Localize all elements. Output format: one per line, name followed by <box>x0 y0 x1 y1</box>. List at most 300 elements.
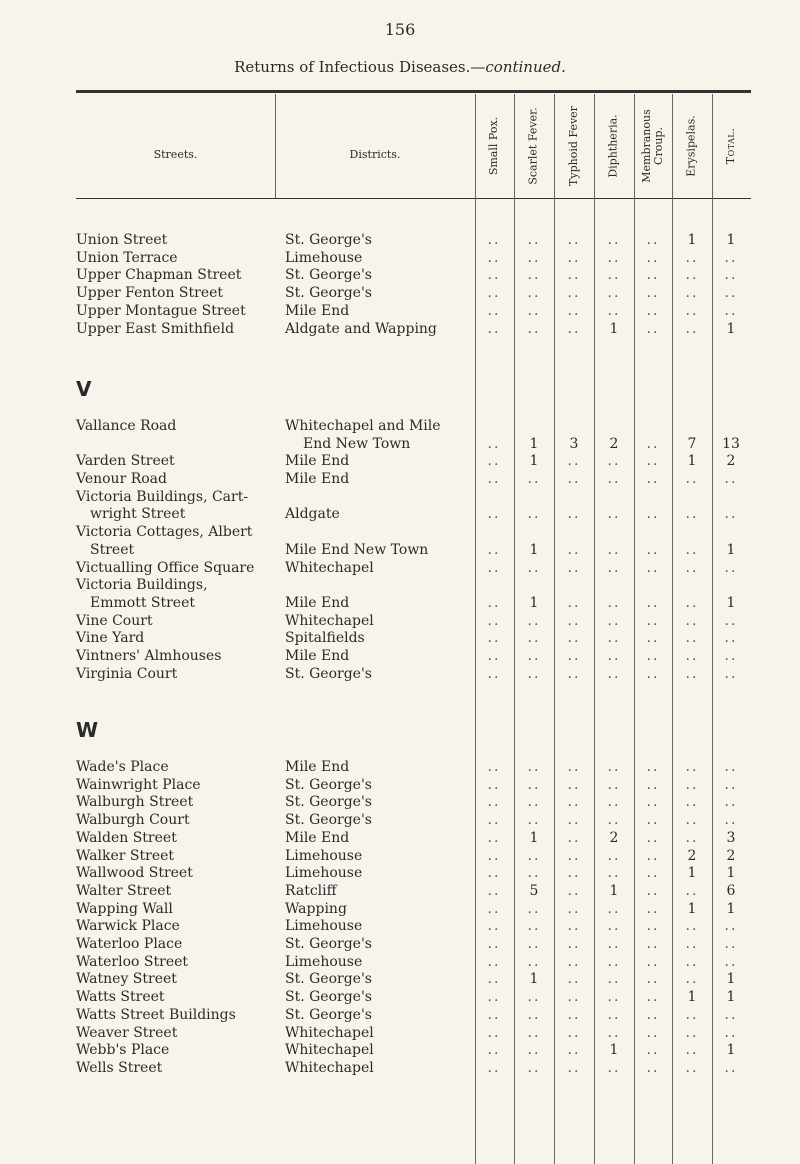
count-cell: .. <box>646 285 660 302</box>
count-cell: .. <box>567 882 581 899</box>
section-label-w: W <box>76 718 99 742</box>
street-name: Walker Street <box>76 847 175 864</box>
count-cell: .. <box>607 953 621 970</box>
street-name: Watts Street Buildings <box>76 1006 236 1023</box>
count-cell: .. <box>487 882 501 899</box>
count-cell: .. <box>685 812 699 829</box>
count-cell: .. <box>487 285 501 302</box>
count-cell: .. <box>567 267 581 284</box>
district-name: St. George's <box>285 936 372 952</box>
count-cell: .. <box>487 453 501 470</box>
district-name: St. George's <box>285 267 372 284</box>
count-cell: .. <box>527 1024 541 1041</box>
count-cell: .. <box>487 776 501 793</box>
count-cell: .. <box>685 936 699 952</box>
count-cell: 1 <box>687 453 697 470</box>
count-cell: .. <box>567 953 581 970</box>
count-cell: .. <box>607 471 621 488</box>
count-cell: .. <box>527 900 541 917</box>
street-name-continued: Emmott Street <box>90 594 196 611</box>
table-row <box>0 560 800 578</box>
street-name: Union Street <box>76 232 168 248</box>
count-cell: .. <box>685 1006 699 1023</box>
district-name-continued: End New Town <box>303 435 411 452</box>
count-cell: 1 <box>529 435 539 452</box>
count-cell: .. <box>487 1059 501 1076</box>
street-name: Wells Street <box>76 1059 163 1076</box>
count-cell: 2 <box>609 435 619 452</box>
district-name: Mile End <box>285 302 350 319</box>
count-cell: .. <box>567 612 581 629</box>
page-number: 156 <box>384 20 416 39</box>
table-row <box>0 954 800 972</box>
table-row <box>0 321 800 339</box>
count-cell: .. <box>685 759 699 775</box>
count-cell: .. <box>487 232 501 248</box>
count-cell: .. <box>607 285 621 302</box>
count-cell: .. <box>527 648 541 665</box>
count-cell: 1 <box>726 232 736 248</box>
count-cell: .. <box>487 506 501 523</box>
street-name-continued: wright Street <box>90 506 186 523</box>
district-name: St. George's <box>285 285 372 302</box>
count-cell: .. <box>646 648 660 665</box>
count-cell: .. <box>567 918 581 935</box>
count-cell: 13 <box>722 435 740 452</box>
page-title <box>0 58 800 76</box>
district-name: Mile End New Town <box>285 541 429 558</box>
count-cell: .. <box>527 794 541 811</box>
count-cell: .. <box>487 1024 501 1041</box>
header-typhoid-fever: Typhoid Fever <box>567 106 581 186</box>
district-name: Mile End <box>285 648 350 665</box>
count-cell: .. <box>646 506 660 523</box>
count-cell: 2 <box>726 453 736 470</box>
street-name: Vallance Road <box>76 418 177 434</box>
table-row <box>0 989 800 1007</box>
count-cell: .. <box>607 232 621 248</box>
count-cell: .. <box>646 665 660 682</box>
count-cell: 5 <box>529 882 539 899</box>
district-name: Aldgate <box>285 506 340 523</box>
street-name: Union Terrace <box>76 249 178 266</box>
count-cell: .. <box>567 900 581 917</box>
count-cell: .. <box>607 665 621 682</box>
count-cell: .. <box>567 648 581 665</box>
table-row <box>0 471 800 489</box>
street-name: Vine Yard <box>76 630 145 647</box>
count-cell: .. <box>685 918 699 935</box>
header-scarlet-fever: Scarlet Fever. <box>527 107 540 185</box>
street-name: Watts Street <box>76 989 165 1006</box>
count-cell: .. <box>646 302 660 319</box>
table-row <box>0 901 800 919</box>
count-cell: .. <box>646 435 660 452</box>
count-cell: .. <box>487 953 501 970</box>
district-name: Mile End <box>285 471 350 488</box>
section-label-v: V <box>76 377 92 401</box>
count-cell: 1 <box>726 900 736 917</box>
count-cell: 1 <box>687 989 697 1006</box>
count-cell: .. <box>527 1059 541 1076</box>
count-cell: .. <box>646 559 660 576</box>
count-cell: 1 <box>726 594 736 611</box>
header-membranous-croup: Membranous Croup. <box>640 109 665 183</box>
header-diphtheria: Diphtheria. <box>607 114 620 178</box>
district-name: St. George's <box>285 989 372 1006</box>
table-row <box>0 250 800 268</box>
district-name: Mile End <box>285 759 350 775</box>
count-cell: .. <box>607 794 621 811</box>
count-cell: .. <box>487 612 501 629</box>
district-name: Mile End <box>285 829 350 846</box>
district-name: Aldgate and Wapping <box>285 320 437 337</box>
count-cell: .. <box>724 1059 738 1076</box>
count-cell: .. <box>527 267 541 284</box>
district-name: Ratcliff <box>285 882 337 899</box>
street-name: Wade's Place <box>76 759 169 775</box>
count-cell: .. <box>527 847 541 864</box>
count-cell: .. <box>487 648 501 665</box>
count-cell: .. <box>527 865 541 882</box>
page-title-suffix: continued. <box>485 58 566 76</box>
table-row <box>0 418 800 453</box>
count-cell: .. <box>724 665 738 682</box>
street-name: Wallwood Street <box>76 865 193 882</box>
count-cell: .. <box>685 541 699 558</box>
count-cell: .. <box>646 267 660 284</box>
count-cell: .. <box>685 249 699 266</box>
street-name: Upper Montague Street <box>76 302 246 319</box>
count-cell: .. <box>487 559 501 576</box>
count-cell: .. <box>685 302 699 319</box>
count-cell: .. <box>487 900 501 917</box>
table-row <box>0 936 800 954</box>
count-cell: .. <box>646 541 660 558</box>
district-name: St. George's <box>285 794 372 811</box>
count-cell: .. <box>724 812 738 829</box>
count-cell: .. <box>685 882 699 899</box>
count-cell: .. <box>724 506 738 523</box>
count-cell: .. <box>527 936 541 952</box>
count-cell: .. <box>567 794 581 811</box>
table-row <box>0 848 800 866</box>
district-name: St. George's <box>285 665 372 682</box>
count-cell: .. <box>724 936 738 952</box>
count-cell: 1 <box>609 320 619 337</box>
count-cell: 1 <box>609 882 619 899</box>
street-name: Upper East Smithfield <box>76 320 235 337</box>
count-cell: .. <box>527 232 541 248</box>
count-cell: .. <box>527 1006 541 1023</box>
count-cell: .. <box>607 865 621 882</box>
count-cell: .. <box>567 1024 581 1041</box>
table-row <box>0 759 800 777</box>
count-cell: .. <box>487 794 501 811</box>
count-cell: .. <box>487 1006 501 1023</box>
count-cell: 1 <box>687 865 697 882</box>
count-cell: .. <box>487 302 501 319</box>
count-cell: .. <box>685 971 699 988</box>
count-cell: .. <box>527 776 541 793</box>
count-cell: 1 <box>726 1042 736 1059</box>
table-row <box>0 1007 800 1025</box>
district-name: St. George's <box>285 812 372 829</box>
count-cell: .. <box>685 665 699 682</box>
count-cell: .. <box>567 847 581 864</box>
count-cell: .. <box>487 918 501 935</box>
count-cell: 1 <box>687 900 697 917</box>
table-row <box>0 232 800 250</box>
count-cell: .. <box>527 1042 541 1059</box>
count-cell: .. <box>685 1042 699 1059</box>
count-cell: .. <box>527 630 541 647</box>
count-cell: .. <box>685 267 699 284</box>
count-cell: .. <box>685 594 699 611</box>
count-cell: .. <box>567 232 581 248</box>
count-cell: .. <box>646 971 660 988</box>
count-cell: .. <box>527 812 541 829</box>
count-cell: .. <box>527 612 541 629</box>
count-cell: .. <box>646 453 660 470</box>
count-cell: 1 <box>529 453 539 470</box>
count-cell: .. <box>607 971 621 988</box>
district-name: Limehouse <box>285 953 363 970</box>
count-cell: .. <box>646 1024 660 1041</box>
count-cell: .. <box>724 559 738 576</box>
table-row <box>0 303 800 321</box>
count-cell: .. <box>487 594 501 611</box>
count-cell: .. <box>567 829 581 846</box>
count-cell: .. <box>567 541 581 558</box>
count-cell: .. <box>607 989 621 1006</box>
count-cell: .. <box>567 759 581 775</box>
count-cell: .. <box>685 320 699 337</box>
count-cell: .. <box>646 865 660 882</box>
count-cell: .. <box>567 320 581 337</box>
table-row <box>0 865 800 883</box>
count-cell: .. <box>646 759 660 775</box>
street-name: Venour Road <box>76 471 167 488</box>
count-cell: .. <box>724 249 738 266</box>
count-cell: .. <box>607 759 621 775</box>
count-cell: .. <box>607 847 621 864</box>
count-cell: .. <box>567 1059 581 1076</box>
count-cell: .. <box>646 630 660 647</box>
count-cell: .. <box>567 1042 581 1059</box>
count-cell: 1 <box>726 320 736 337</box>
count-cell: .. <box>685 648 699 665</box>
count-cell: .. <box>607 648 621 665</box>
count-cell: .. <box>527 759 541 775</box>
count-cell: .. <box>527 302 541 319</box>
header-erysipelas: Erysipelas. <box>685 115 698 177</box>
count-cell: 6 <box>726 882 736 899</box>
count-cell: .. <box>685 612 699 629</box>
street-name: Vine Court <box>76 612 153 629</box>
count-cell: .. <box>567 665 581 682</box>
district-name: St. George's <box>285 776 372 793</box>
district-name: St. George's <box>285 232 372 248</box>
count-cell: .. <box>487 865 501 882</box>
count-cell: .. <box>567 249 581 266</box>
count-cell: .. <box>685 1059 699 1076</box>
count-cell: .. <box>607 594 621 611</box>
count-cell: .. <box>527 953 541 970</box>
page-title-main: Returns of Infectious Diseases.— <box>234 58 486 76</box>
count-cell: .. <box>646 471 660 488</box>
count-cell: .. <box>646 829 660 846</box>
count-cell: .. <box>646 847 660 864</box>
count-cell: .. <box>487 541 501 558</box>
count-cell: 2 <box>687 847 697 864</box>
street-name: Wapping Wall <box>76 900 173 917</box>
count-cell: 1 <box>726 865 736 882</box>
count-cell: .. <box>487 435 501 452</box>
header-small-pox: Small Pox. <box>487 116 501 176</box>
count-cell: .. <box>724 302 738 319</box>
district-name: St. George's <box>285 971 372 988</box>
count-cell: .. <box>607 541 621 558</box>
district-name: St. George's <box>285 1006 372 1023</box>
count-cell: .. <box>607 1006 621 1023</box>
count-cell: .. <box>567 936 581 952</box>
count-cell: .. <box>685 794 699 811</box>
district-name: Whitechapel <box>285 1042 374 1059</box>
table-header-rule <box>76 198 751 199</box>
street-name: Upper Chapman Street <box>76 267 242 284</box>
table-row <box>0 489 800 524</box>
count-cell: 1 <box>726 971 736 988</box>
count-cell: .. <box>724 794 738 811</box>
table-row <box>0 794 800 812</box>
count-cell: .. <box>567 453 581 470</box>
count-cell: .. <box>527 471 541 488</box>
count-cell: .. <box>567 1006 581 1023</box>
table-row <box>0 453 800 471</box>
count-cell: .. <box>527 989 541 1006</box>
count-cell: .. <box>567 812 581 829</box>
count-cell: .. <box>646 1042 660 1059</box>
count-cell: .. <box>527 320 541 337</box>
street-name: Webb's Place <box>76 1042 170 1059</box>
street-name: Virginia Court <box>76 665 178 682</box>
count-cell: 1 <box>687 232 697 248</box>
count-cell: .. <box>724 267 738 284</box>
count-cell: 7 <box>687 435 697 452</box>
table-row <box>0 1042 800 1060</box>
count-cell: .. <box>724 759 738 775</box>
district-name: Whitechapel <box>285 1059 374 1076</box>
district-name: Limehouse <box>285 847 363 864</box>
count-cell: 1 <box>609 1042 619 1059</box>
count-cell: .. <box>724 953 738 970</box>
table-row <box>0 648 800 666</box>
street-name: Upper Fenton Street <box>76 285 224 302</box>
street-name: Walden Street <box>76 829 177 846</box>
count-cell: .. <box>646 612 660 629</box>
count-cell: .. <box>527 506 541 523</box>
table-row <box>0 630 800 648</box>
district-name: Spitalfields <box>285 630 365 647</box>
count-cell: .. <box>607 559 621 576</box>
count-cell: .. <box>724 918 738 935</box>
street-name: Wainwright Place <box>76 776 201 793</box>
count-cell: .. <box>487 759 501 775</box>
count-cell: .. <box>646 882 660 899</box>
table-row <box>0 812 800 830</box>
count-cell: 1 <box>529 971 539 988</box>
count-cell: .. <box>724 648 738 665</box>
count-cell: .. <box>487 812 501 829</box>
street-name: Victoria Cottages, Albert <box>76 524 253 541</box>
count-cell: .. <box>607 1059 621 1076</box>
count-cell: .. <box>724 612 738 629</box>
count-cell: 1 <box>529 541 539 558</box>
street-name-continued: Street <box>90 541 135 558</box>
count-cell: .. <box>724 471 738 488</box>
street-name: Waterloo Place <box>76 936 183 952</box>
count-cell: 1 <box>726 989 736 1006</box>
street-name: Vintners' Almhouses <box>76 648 222 665</box>
count-cell: .. <box>685 471 699 488</box>
district-name: Wapping <box>285 900 347 917</box>
count-cell: .. <box>607 612 621 629</box>
header-total: Total. <box>724 127 738 165</box>
count-cell: .. <box>646 989 660 1006</box>
count-cell: .. <box>567 776 581 793</box>
count-cell: 1 <box>529 594 539 611</box>
count-cell: .. <box>527 285 541 302</box>
table-row <box>0 883 800 901</box>
count-cell: .. <box>527 665 541 682</box>
street-name: Weaver Street <box>76 1024 178 1041</box>
table-row <box>0 777 800 795</box>
count-cell: .. <box>567 989 581 1006</box>
count-cell: .. <box>646 1006 660 1023</box>
table-row <box>0 830 800 848</box>
count-cell: .. <box>646 936 660 952</box>
count-cell: .. <box>607 776 621 793</box>
count-cell: .. <box>527 249 541 266</box>
count-cell: .. <box>567 865 581 882</box>
district-name: Whitechapel <box>285 559 374 576</box>
count-cell: .. <box>646 232 660 248</box>
count-cell: .. <box>567 559 581 576</box>
table-row <box>0 918 800 936</box>
count-cell: 1 <box>726 541 736 558</box>
count-cell: .. <box>646 1059 660 1076</box>
count-cell: .. <box>685 776 699 793</box>
street-name: Walburgh Court <box>76 812 190 829</box>
table-row <box>0 1060 800 1078</box>
district-name: Mile End <box>285 594 350 611</box>
count-cell: .. <box>646 594 660 611</box>
column-divider <box>275 94 276 198</box>
street-name: Watney Street <box>76 971 177 988</box>
count-cell: .. <box>487 267 501 284</box>
count-cell: .. <box>724 1006 738 1023</box>
count-cell: .. <box>646 320 660 337</box>
district-name: Limehouse <box>285 249 363 266</box>
count-cell: .. <box>607 918 621 935</box>
count-cell: .. <box>685 630 699 647</box>
count-cell: .. <box>646 953 660 970</box>
count-cell: .. <box>567 302 581 319</box>
street-name: Varden Street <box>76 453 175 470</box>
district-name: Whitechapel <box>285 612 374 629</box>
table-row <box>0 666 800 684</box>
